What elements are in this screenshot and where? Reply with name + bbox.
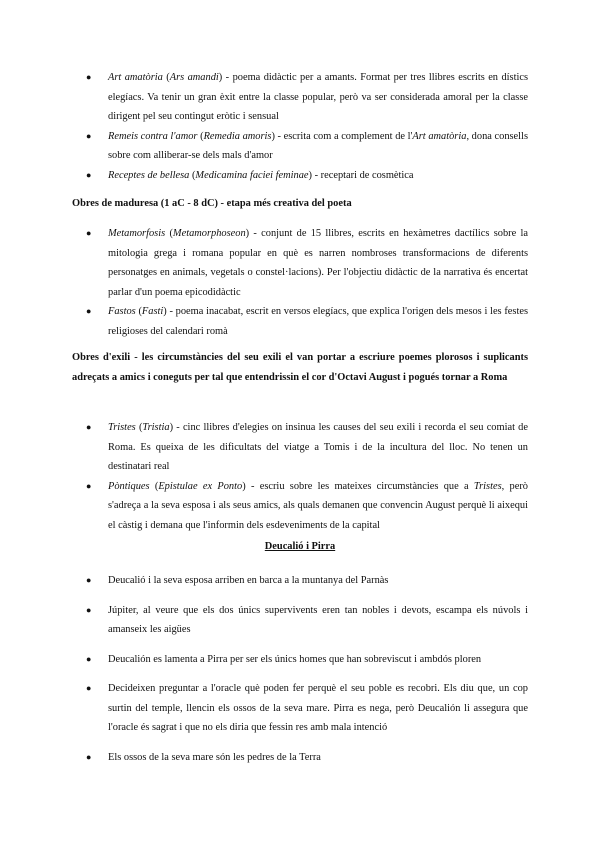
bullet-icon: ●: [86, 683, 92, 693]
list-item: ● Tristes (Tristia) - cinc llibres d'elegies on insinua les causes del seu exili i recorda el seu comiat de Roma. Es queixa de les dificultats del viatge a Tomis i de la incultura del lloc. No tenen un destinatari real: [0, 418, 600, 477]
list-item: ● Deucalió i la seva esposa arriben en barca a la muntanya del Parnàs: [0, 571, 600, 591]
bullet-icon: ●: [86, 575, 92, 585]
list-exile-works: [0, 418, 600, 535]
list-item: ● Júpiter, al veure que els dos únics supervivents eren tan nobles i devots, escampa els núvols i amanseix les aigües: [0, 601, 600, 640]
list-item: ● Deucalión es lamenta a Pirra per ser els únics homes que han sobreviscut i ambdós ploren: [0, 650, 600, 670]
list-item: ● Receptes de bellesa (Medicamina faciei feminae) - receptari de cosmètica: [0, 166, 600, 186]
list-item: ● Pòntiques (Epistulae ex Ponto) - escriu sobre les mateixes circumstàncies que a Tristes, però s'adreça a la seva esposa i als seus amics, als quals demanen que convencin August perquè li aixequi el càstig i demana que l'informin dels esdeveniments de la capital: [0, 477, 600, 536]
section-title: Deucalió i Pirra: [264, 541, 336, 552]
list-early-works: [0, 68, 600, 185]
heading-mature-works: Obres de maduresa (1 aC - 8 dC) - etapa més creativa del poeta: [72, 198, 352, 209]
list-deucalion: [0, 571, 600, 767]
list-mature-works: [0, 224, 600, 341]
bullet-icon: ●: [86, 604, 92, 615]
bullet-icon: ●: [86, 653, 92, 664]
list-item: ● Art amatòria (Ars amandi) - poema didàctic per a amants. Format per tres llibres escrits en dístics elegíacs. Va tenir un gran èxit entre la classe popular, però va ser considerada amoral per la classe dirigent pel seu contingut eròtic i sensual: [0, 68, 600, 127]
list-item: ● Decideixen preguntar a l'oracle què poden fer perquè el seu poble es recobri. Els diu que, un cop surtin del temple, llencin els ossos de la seva mare. Pirra es nega, però Deucalión li assegura que l'oracle és sagrat i que no els diria que fessin res amb mala intenció: [0, 679, 600, 738]
bullet-icon: ●: [86, 169, 92, 180]
bullet-icon: ●: [86, 480, 92, 491]
list-item: ● Fastos (Fasti) - poema inacabat, escrit en versos elegíacs, que explica l'origen dels mesos i les festes religioses del calendari romà: [0, 302, 600, 341]
list-item: ● Els ossos de la seva mare són les pedres de la Terra: [0, 748, 600, 768]
bullet-icon: ●: [86, 72, 92, 82]
bullet-icon: ●: [86, 228, 92, 238]
bullet-icon: ●: [86, 306, 92, 316]
bullet-icon: ●: [86, 130, 92, 141]
bullet-icon: ●: [86, 422, 92, 432]
list-item: ● Remeis contra l'amor (Remedia amoris) - escrita com a complement de l'Art amatòria, dona consells sobre com alliberar-se dels mals d'amor: [0, 127, 600, 166]
heading-exile-works: Obres d'exili - les circumstàncies del seu exili el van portar a escriure poemes plorosos i suplicants adreçats a amics i coneguts per tal que entendrissin el cor d'Octavi August i pogués tornar a Roma: [72, 352, 528, 383]
bullet-icon: ●: [86, 751, 92, 762]
list-item: ● Metamorfosis (Metamorphoseon) - conjunt de 15 llibres, escrits en hexàmetres dactílics sobre la mitologia grega i romana popular en què es narren nombroses transformacions de diferents personatges en animals, vegetals o constel·lacions). Per l'objectiu didàctic de la narrativa és encertat parlar d'un poema epicodidàctic: [0, 224, 600, 302]
